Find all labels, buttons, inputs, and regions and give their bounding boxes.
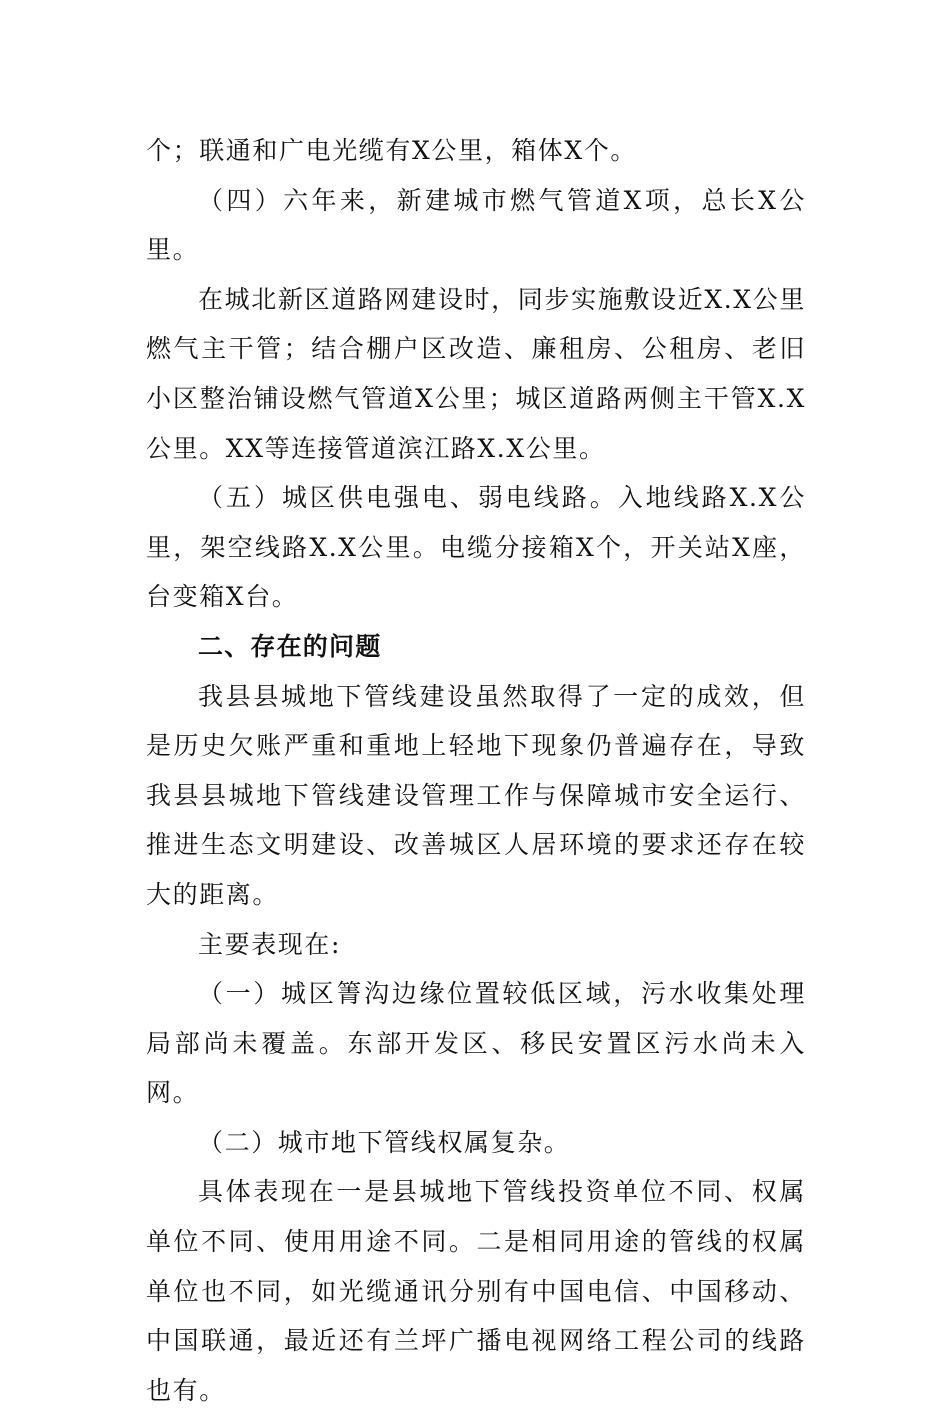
- paragraph-section-4-gas-pipes: （四）六年来，新建城市燃气管道X项，总长X公里。: [146, 185, 806, 265]
- paragraph-main-manifestations: 主要表现在:: [198, 929, 342, 959]
- paragraph-problems-overview: 我县县城地下管线建设虽然取得了一定的成效，但是历史欠账严重和重地上轻地下现象仍普遍存在，导致我县县城地下管线建设管理工作与保障城市安全运行、推进生态文明建设、改善城区人居环境的要求还存在较大的距离。: [146, 681, 806, 909]
- paragraph-continuation: 个；联通和广电光缆有X公里，箱体X个。: [146, 136, 637, 165]
- section-heading-existing-problems: 二、存在的问题: [198, 631, 382, 661]
- paragraph-ownership-details: 具体表现在一是县城地下管线投资单位不同、权属单位不同、使用用途不同。二是相同用途的管线的权属单位也不同，如光缆通讯分别有中国电信、中国移动、中国联通，最近还有兰坪广播电视网络工程公司的线路也有。: [146, 1177, 806, 1405]
- paragraph-problem-1-sewage: （一）城区箐沟边缘位置较低区域，污水收集处理局部尚未覆盖。东部开发区、移民安置区污水尚未入网。: [146, 979, 806, 1108]
- paragraph-gas-pipe-details: 在城北新区道路网建设时，同步实施敷设近X.X公里燃气主干管；结合棚户区改造、廉租房、公租房、老旧小区整治铺设燃气管道X公里；城区道路两侧主干管X.X公里。XX等连接管道滨江路X.X公里。: [146, 284, 806, 463]
- document-body: [146, 126, 806, 1415]
- paragraph-problem-2-ownership: （二）城市地下管线权属复杂。: [198, 1127, 571, 1157]
- paragraph-section-5-power-lines: （五）城区供电强电、弱电线路。入地线路X.X公里，架空线路X.X公里。电缆分接箱X个，开关站X座，台变箱X台。: [146, 483, 806, 612]
